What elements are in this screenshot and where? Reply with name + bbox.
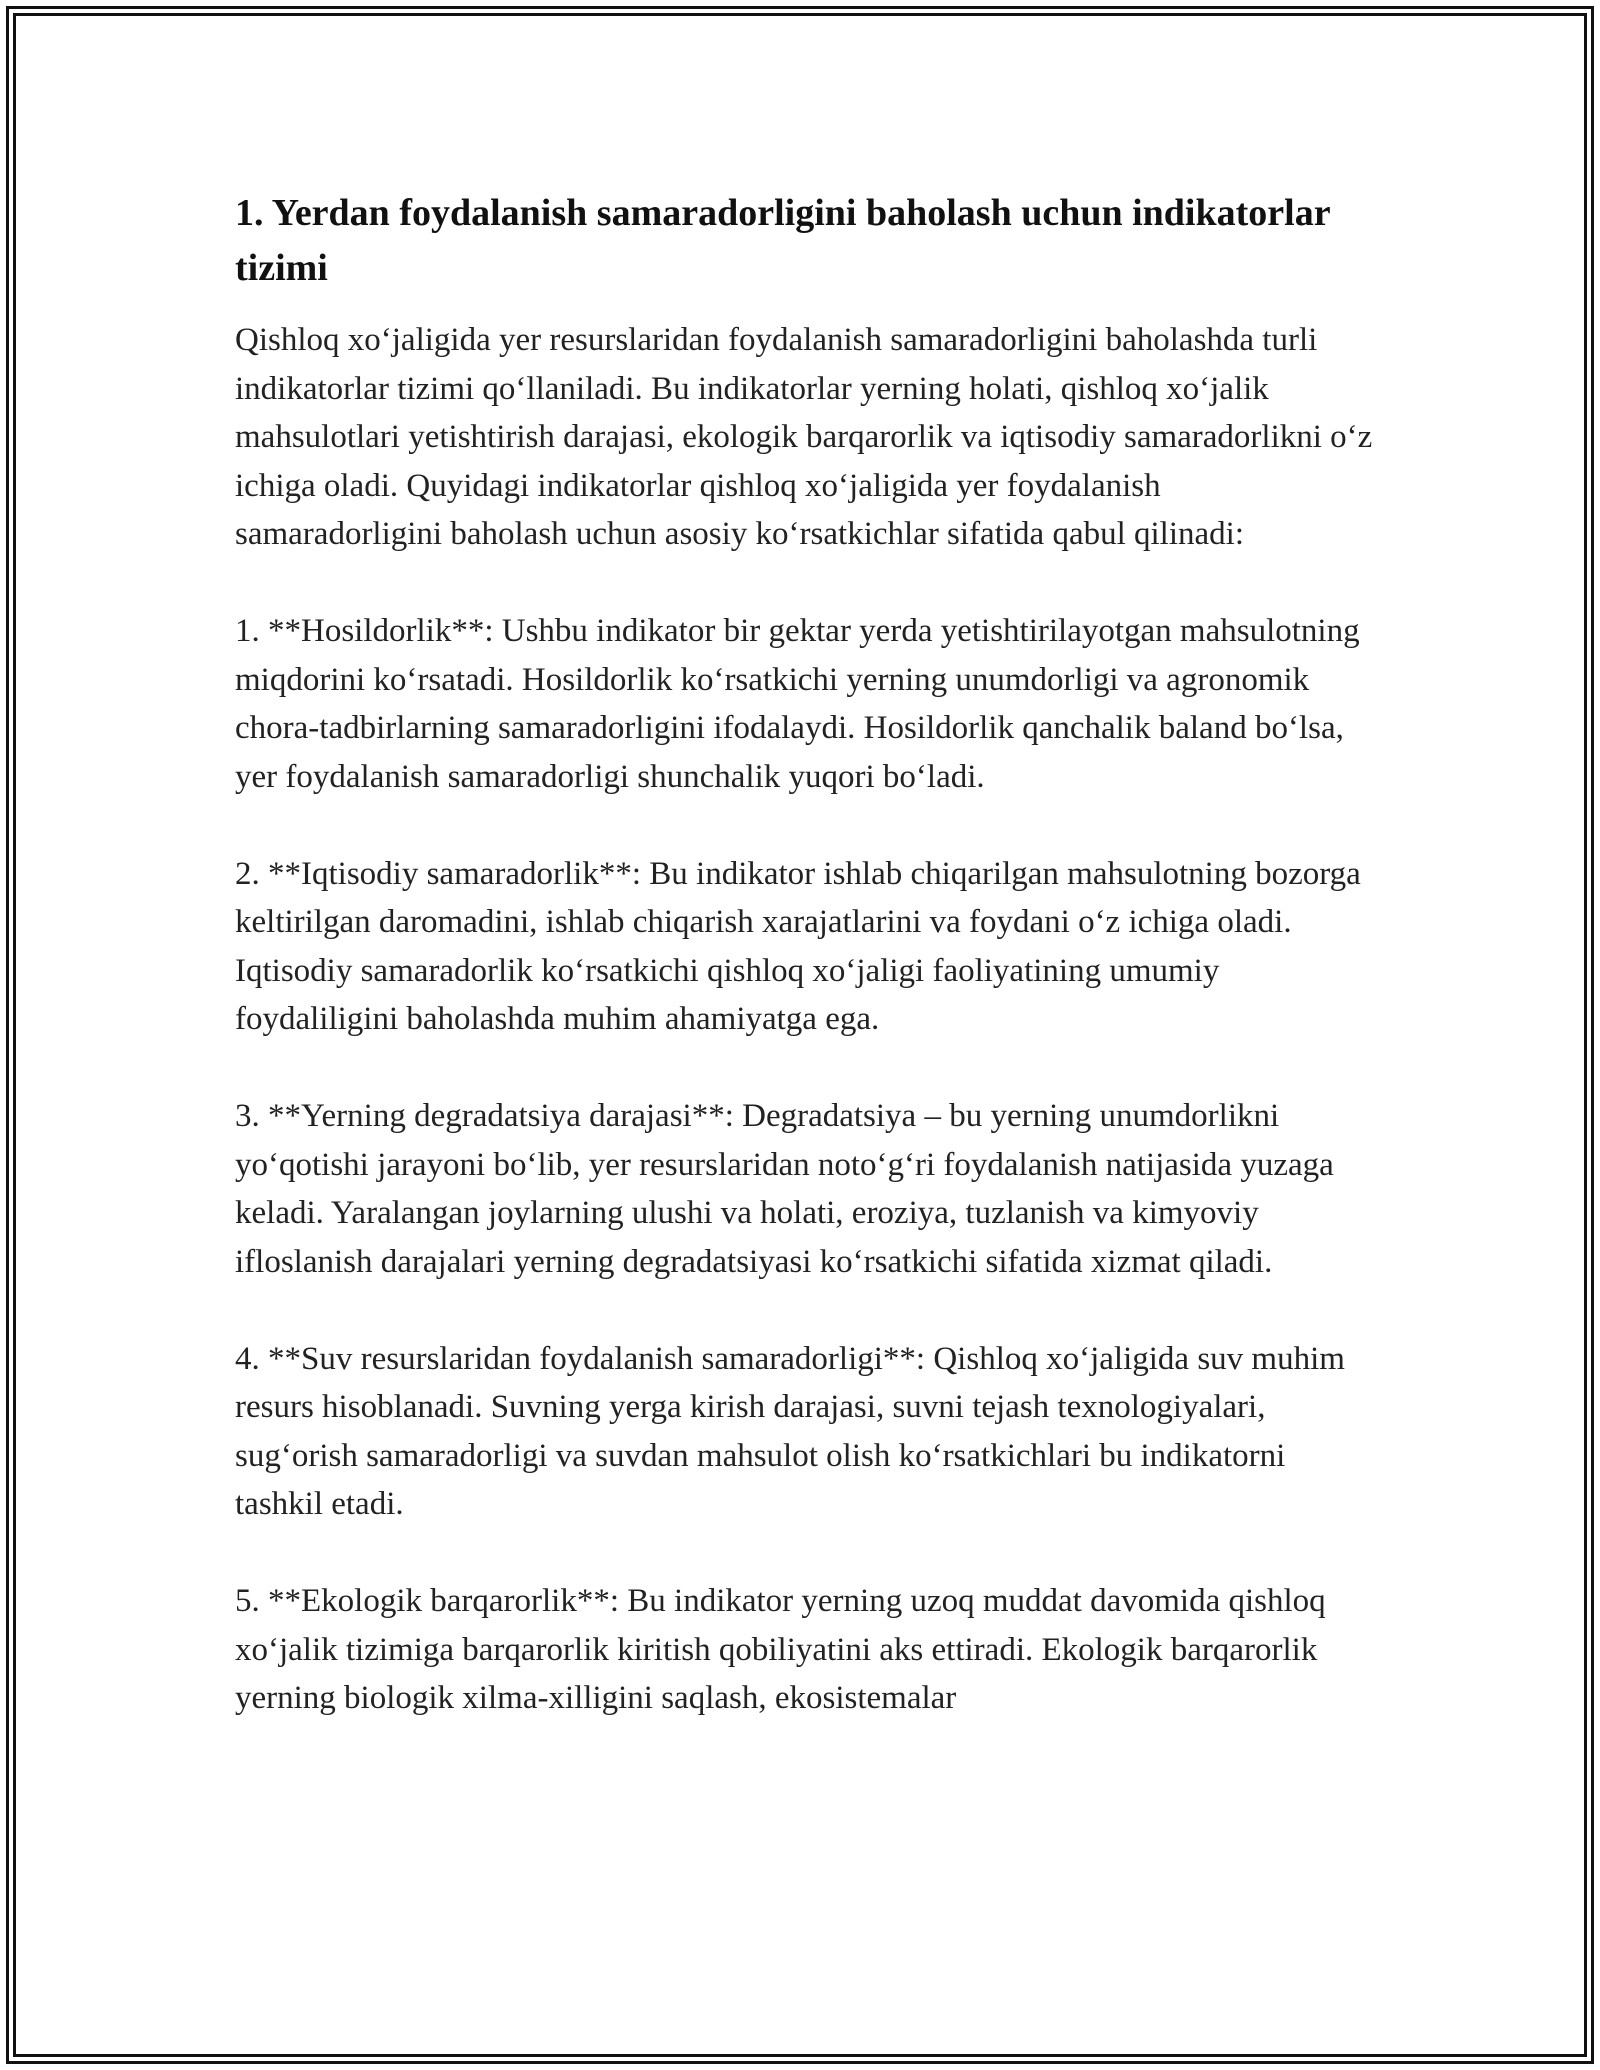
indicator-degradatsiya-darajasi: 3. **Yerning degradatsiya darajasi**: Degradatsiya – bu yerning unumdorlikni yo‘qotishi jarayoni bo‘lib, yer resurslaridan noto‘g‘ri foydalanish natijasida yuzaga keladi. Yaralangan joylarning ulushi va holati, eroziya, tuzlanish va kimyoviy ifloslanish darajalari yerning degradatsiyasi ko‘rsatkichi sifatida xizmat qiladi.: [235, 1098, 1334, 1280]
intro-paragraph: Qishloq xo‘jaligida yer resurslaridan foydalanish samaradorligini baholashda turli indikatorlar tizimi qo‘llaniladi. Bu indikatorlar yerning holati, qishloq xo‘jalik mahsulotlari yetishtirish darajasi, ekologik barqarorlik va iqtisodiy samaradorlikni o‘z ichiga oladi. Quyidagi indikatorlar qishloq xo‘jaligida yer foydalanish samaradorligini baholash uchun asosiy ko‘rsatkichlar sifatida qabul qilinadi:: [235, 322, 1373, 552]
indicator-iqtisodiy-samaradorlik: 2. **Iqtisodiy samaradorlik**: Bu indikator ishlab chiqarilgan mahsulotning bozorga keltirilgan daromadini, ishlab chiqarish xarajatlarini va foydani o‘z ichiga oladi. Iqtisodiy samaradorlik ko‘rsatkichi qishloq xo‘jaligi faoliyatining umumiy foydaliligini baholashda muhim ahamiyatga ega.: [235, 855, 1361, 1037]
indicator-hosildorlik: 1. **Hosildorlik**: Ushbu indikator bir gektar yerda yetishtirilayotgan mahsulotning miqdorini ko‘rsatadi. Hosildorlik ko‘rsatkichi yerning unumdorligi va agronomik chora-tadbirlarning samaradorligini ifodalaydi. Hosildorlik qanchalik baland bo‘lsa, yer foydalanish samaradorligi shunchalik yuqori bo‘ladi.: [235, 613, 1360, 795]
section-title: 1. Yerdan foydalanish samaradorligini baholash uchun indikatorlar tizimi: [235, 192, 1330, 289]
indicator-ekologik-barqarorlik: 5. **Ekologik barqarorlik**: Bu indikator yerning uzoq muddat davomida qishloq xo‘jalik tizimiga barqarorlik kiritish qobiliyatini aks ettiradi. Ekologik barqarorlik yerning biologik xilma-xilligini saqlash, ekosistemalar: [235, 1583, 1326, 1716]
document-body: [235, 186, 1375, 1771]
indicator-suv-resurslari: 4. **Suv resurslaridan foydalanish samaradorligi**: Qishloq xo‘jaligida suv muhim resurs hisoblanadi. Suvning yerga kirish darajasi, suvni tejash texnologiyalari, sug‘orish samaradorligi va suvdan mahsulot olish ko‘rsatkichlari bu indikatorni tashkil etadi.: [235, 1340, 1345, 1522]
